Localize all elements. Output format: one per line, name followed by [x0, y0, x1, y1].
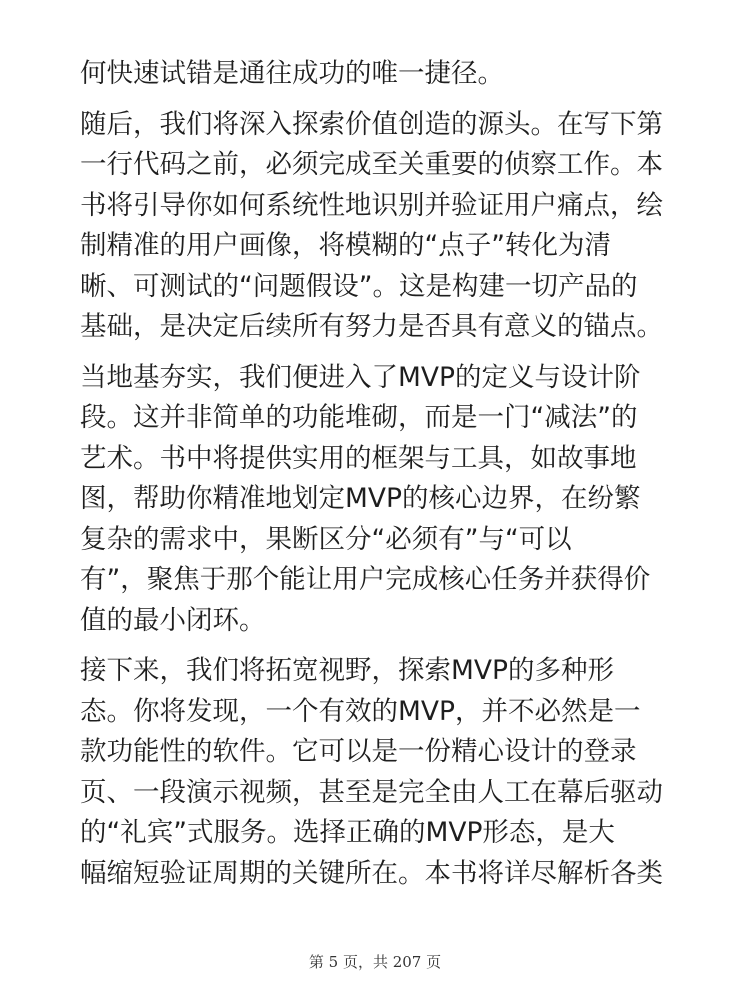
text-line: 何快速试错是通往成功的唯一捷径。	[80, 58, 504, 89]
text-line: 态。你将发现，一个有效的MVP，并不必然是一	[80, 695, 641, 727]
text-line: 当地基夯实，我们便进入了MVP的定义与设计阶	[80, 361, 641, 393]
text-line: 有”，聚焦于那个能让用户完成核心任务并获得价	[80, 564, 651, 595]
paragraph	[80, 105, 672, 348]
text-line: 晰、可测试的“问题假设”。这是构建一切产品的	[80, 270, 638, 302]
paragraph	[80, 358, 672, 642]
text-line: 接下来，我们将拓宽视野，探索MVP的多种形	[80, 655, 614, 686]
text-line: 值的最小闭环。	[80, 604, 266, 636]
text-line: 基础，是决定后续所有努力是否具有意义的锚点。	[80, 311, 663, 342]
text-line: 的“礼宾”式服务。选择正确的MVP形态，是大	[80, 817, 615, 848]
text-line: 书将引导你如何系统性地识别并验证用户痛点，绘	[80, 189, 663, 221]
text-line: 页、一段演示视频，甚至是完全由人工在幕后驱动	[80, 776, 663, 808]
text-line: 幅缩短验证周期的关键所在。本书将详尽解析各类	[80, 857, 663, 889]
text-line: 款功能性的软件。它可以是一份精心设计的登录	[80, 736, 637, 767]
text-line: 随后，我们将深入探索价值创造的源头。在写下第	[80, 108, 663, 140]
page-number-footer: 第 5 页，共 207 页	[308, 953, 442, 971]
paragraph	[80, 54, 672, 95]
text-line: 一行代码之前，必须完成至关重要的侦察工作。本	[80, 149, 663, 180]
text-line: 段。这并非简单的功能堆砌，而是一门“减法”的	[80, 402, 638, 433]
text-line: 艺术。书中将提供实用的框架与工具，如故事地	[80, 442, 637, 474]
text-line: 图，帮助你精准地划定MVP的核心边界，在纷繁	[80, 483, 641, 514]
text-line: 制精准的用户画像，将模糊的“点子”转化为清	[80, 230, 611, 261]
paragraph	[80, 651, 672, 894]
body-text	[80, 54, 672, 904]
text-line: 复杂的需求中，果断区分“必须有”与“可以	[80, 523, 572, 555]
